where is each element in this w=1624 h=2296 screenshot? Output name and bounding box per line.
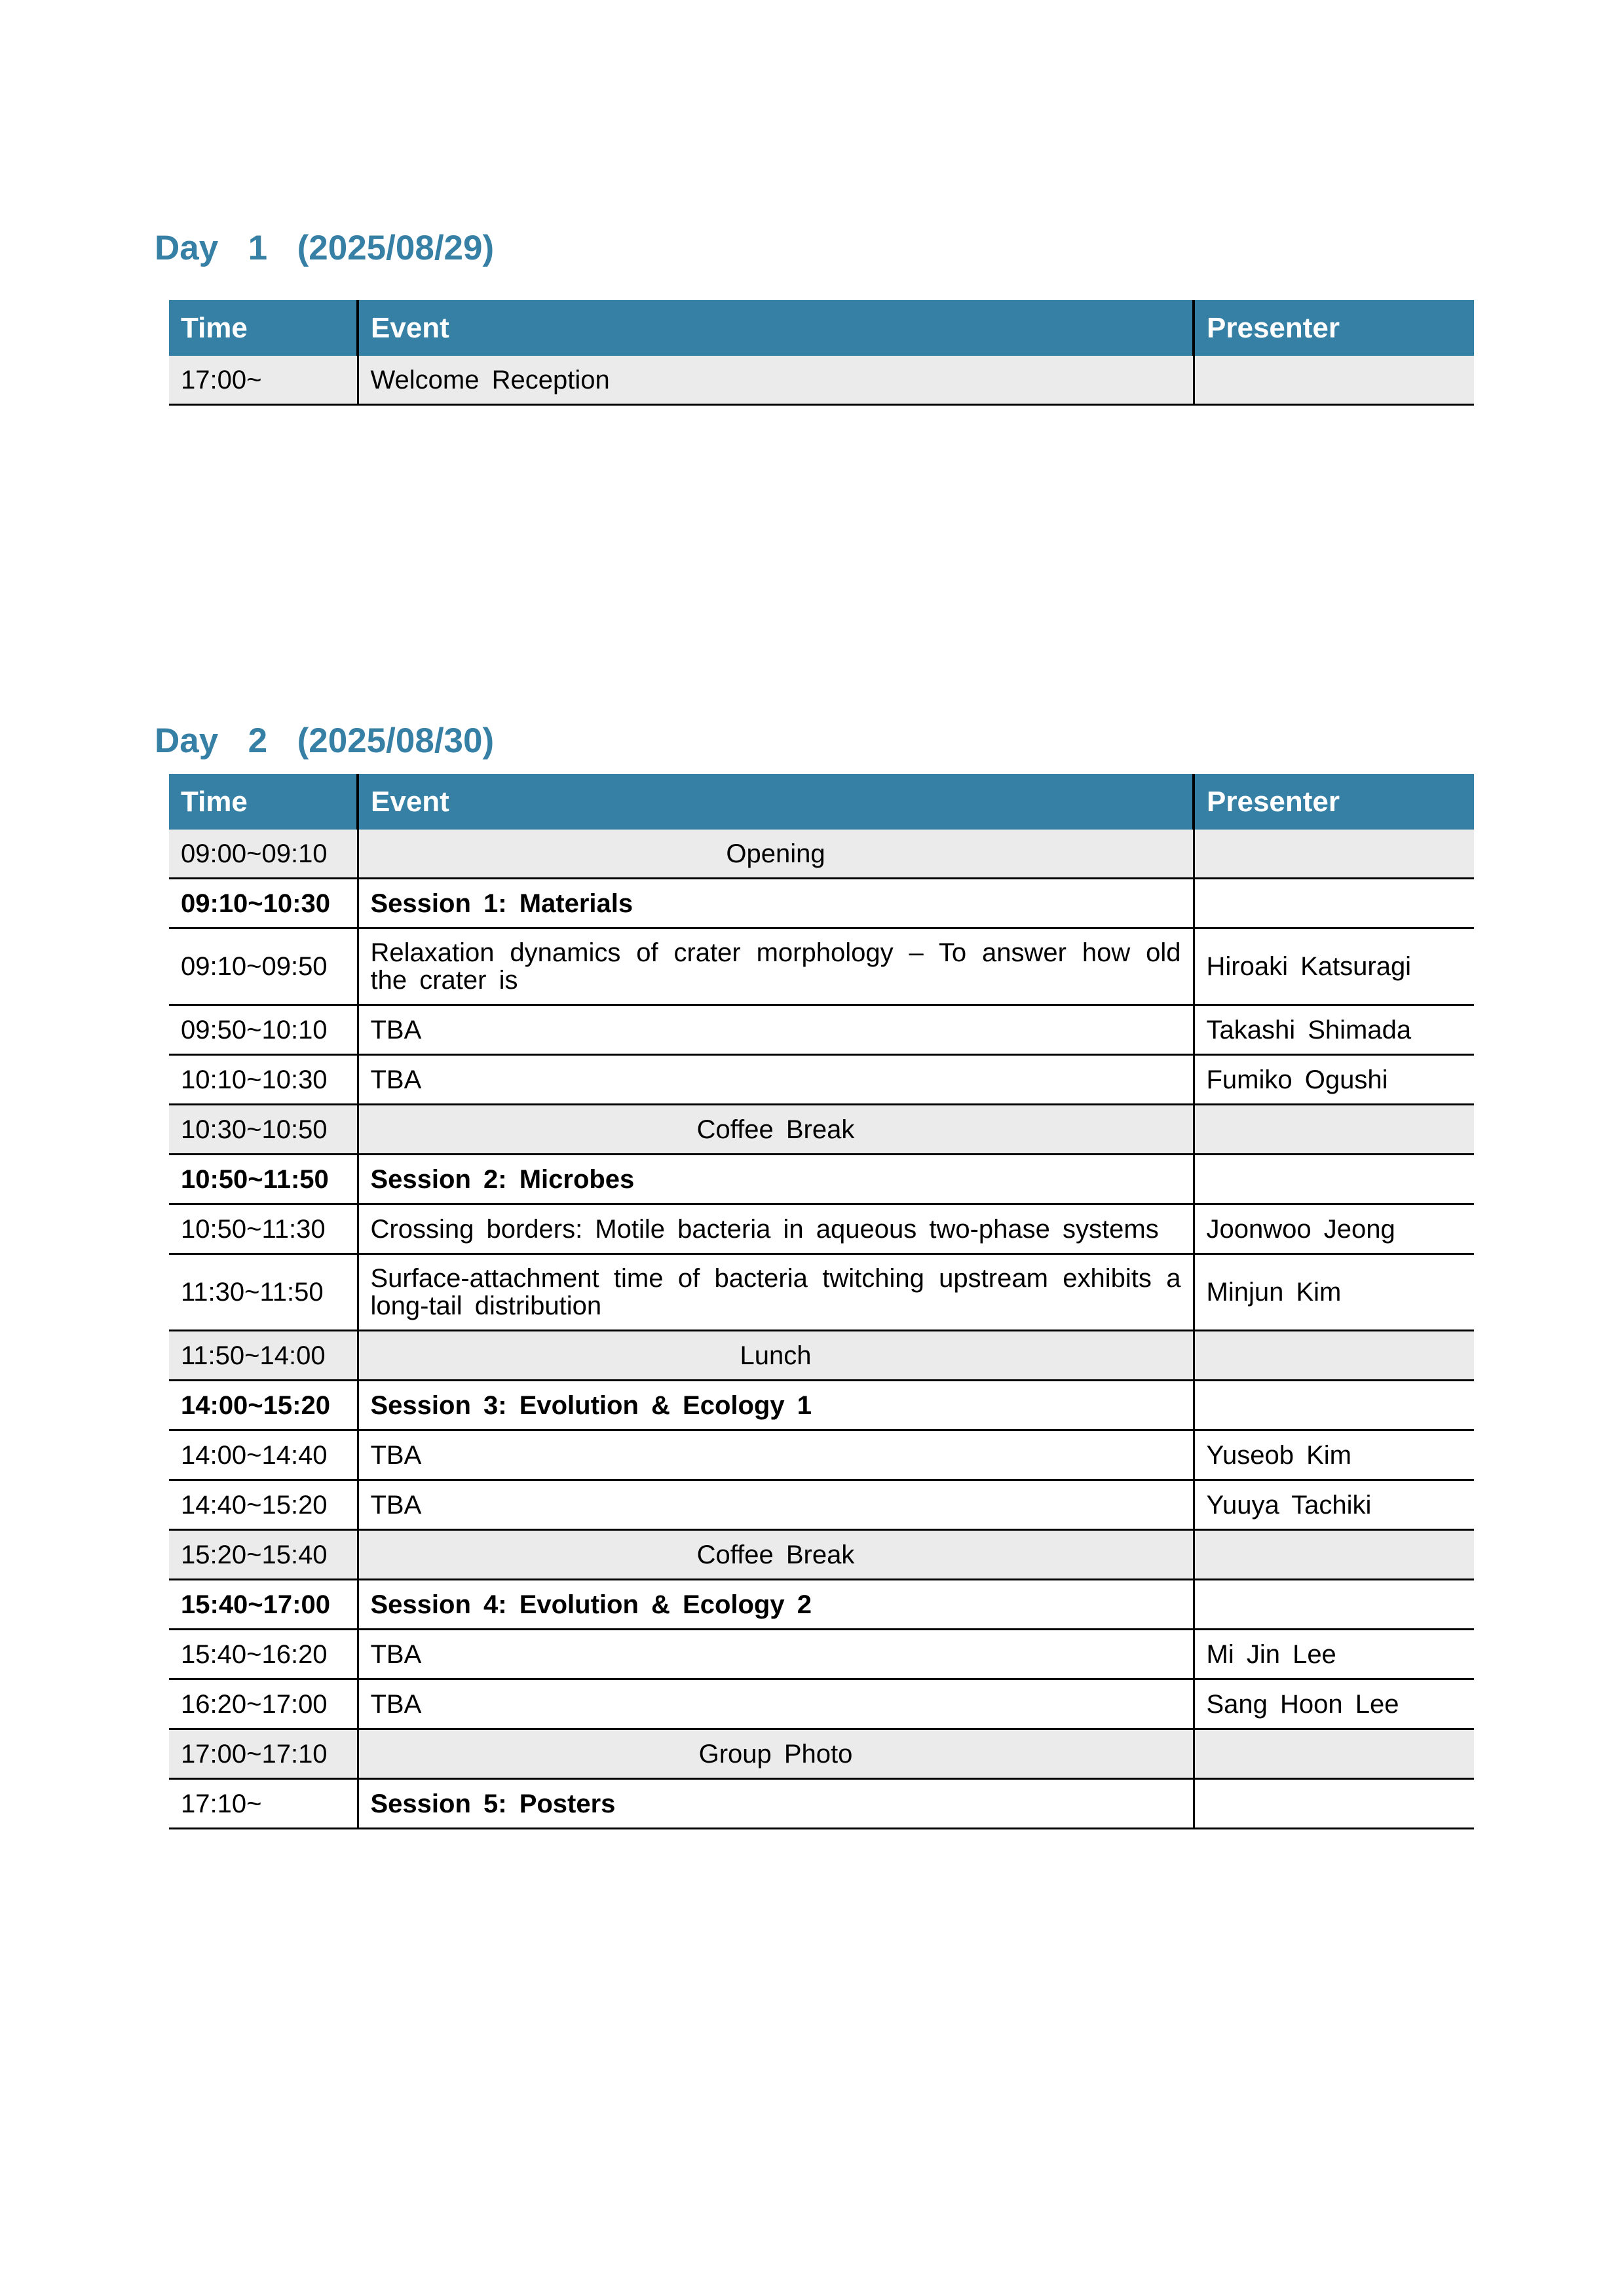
presenter-cell: Hiroaki Katsuragi: [1194, 928, 1474, 1005]
presenter-cell: [1194, 1331, 1474, 1381]
presenter-cell: [1194, 830, 1474, 879]
presenter-cell: [1194, 1580, 1474, 1630]
presenter-cell: [1194, 1105, 1474, 1155]
session-title-cell: Session 3: Evolution & Ecology 1: [358, 1381, 1194, 1430]
event-column-header: Event: [358, 300, 1194, 356]
day2-title: Day 2 (2025/08/30): [155, 721, 495, 760]
time-column-header: Time: [169, 774, 358, 830]
time-cell: 10:50~11:50: [169, 1155, 358, 1204]
time-cell: 09:10~10:30: [169, 879, 358, 928]
time-cell: 15:40~17:00: [169, 1580, 358, 1630]
session-row: [169, 879, 1474, 928]
time-cell: 10:10~10:30: [169, 1055, 358, 1105]
day1-title: Day 1 (2025/08/29): [155, 229, 495, 267]
event-cell: TBA: [358, 1679, 1194, 1729]
table-row: [169, 1530, 1474, 1580]
time-cell: 09:10~09:50: [169, 928, 358, 1005]
table-row: [169, 1679, 1474, 1729]
table-row: [169, 1630, 1474, 1679]
time-cell: 11:50~14:00: [169, 1331, 358, 1381]
presenter-cell: Joonwoo Jeong: [1194, 1204, 1474, 1254]
session-row: [169, 1381, 1474, 1430]
time-cell: 11:30~11:50: [169, 1254, 358, 1331]
event-cell: Group Photo: [358, 1729, 1194, 1779]
table-row: [169, 1005, 1474, 1055]
event-cell: TBA: [358, 1005, 1194, 1055]
time-cell: 09:00~09:10: [169, 830, 358, 879]
event-cell: Opening: [358, 830, 1194, 879]
event-cell: Welcome Reception: [358, 356, 1194, 405]
presenter-cell: [1194, 879, 1474, 928]
table-header-row: [169, 774, 1474, 830]
presenter-cell: [1194, 1729, 1474, 1779]
session-title-cell: Session 1: Materials: [358, 879, 1194, 928]
table-row: [169, 1331, 1474, 1381]
presenter-cell: [1194, 1779, 1474, 1829]
session-row: [169, 1580, 1474, 1630]
session-title-cell: Session 5: Posters: [358, 1779, 1194, 1829]
session-row: [169, 1779, 1474, 1829]
presenter-cell: Fumiko Ogushi: [1194, 1055, 1474, 1105]
event-cell: TBA: [358, 1430, 1194, 1480]
presenter-cell: Yuuya Tachiki: [1194, 1480, 1474, 1530]
time-cell: 17:00~: [169, 356, 358, 405]
table-header-row: [169, 300, 1474, 356]
table-row: [169, 1204, 1474, 1254]
table-row: [169, 830, 1474, 879]
event-cell: Relaxation dynamics of crater morphology – To answer how old the crater is: [358, 928, 1194, 1005]
table-row: [169, 356, 1474, 405]
time-cell: 16:20~17:00: [169, 1679, 358, 1729]
event-cell: Surface-attachment time of bacteria twitching upstream exhibits a long-tail distribution: [358, 1254, 1194, 1331]
time-cell: 14:40~15:20: [169, 1480, 358, 1530]
time-cell: 17:00~17:10: [169, 1729, 358, 1779]
event-cell: Coffee Break: [358, 1530, 1194, 1580]
presenter-cell: [1194, 1155, 1474, 1204]
event-cell: TBA: [358, 1480, 1194, 1530]
presenter-cell: Takashi Shimada: [1194, 1005, 1474, 1055]
time-cell: 17:10~: [169, 1779, 358, 1829]
table-row: [169, 1055, 1474, 1105]
event-cell: Lunch: [358, 1331, 1194, 1381]
time-cell: 15:20~15:40: [169, 1530, 358, 1580]
time-cell: 10:30~10:50: [169, 1105, 358, 1155]
time-column-header: Time: [169, 300, 358, 356]
table-row: [169, 1729, 1474, 1779]
table-row: [169, 1430, 1474, 1480]
table-row: [169, 928, 1474, 1005]
event-cell: Coffee Break: [358, 1105, 1194, 1155]
time-cell: 15:40~16:20: [169, 1630, 358, 1679]
event-cell: TBA: [358, 1630, 1194, 1679]
event-cell: TBA: [358, 1055, 1194, 1105]
time-cell: 09:50~10:10: [169, 1005, 358, 1055]
table-row: [169, 1254, 1474, 1331]
table-row: [169, 1105, 1474, 1155]
session-row: [169, 1155, 1474, 1204]
presenter-cell: [1194, 356, 1474, 405]
presenter-cell: Sang Hoon Lee: [1194, 1679, 1474, 1729]
day1-schedule-table: [169, 300, 1474, 406]
event-column-header: Event: [358, 774, 1194, 830]
table-row: [169, 1480, 1474, 1530]
day2-schedule-table: [169, 774, 1474, 1829]
time-cell: 14:00~14:40: [169, 1430, 358, 1480]
presenter-cell: Minjun Kim: [1194, 1254, 1474, 1331]
presenter-cell: Mi Jin Lee: [1194, 1630, 1474, 1679]
time-cell: 14:00~15:20: [169, 1381, 358, 1430]
session-title-cell: Session 2: Microbes: [358, 1155, 1194, 1204]
presenter-cell: [1194, 1381, 1474, 1430]
presenter-column-header: Presenter: [1194, 774, 1474, 830]
presenter-cell: [1194, 1530, 1474, 1580]
presenter-cell: Yuseob Kim: [1194, 1430, 1474, 1480]
event-cell: Crossing borders: Motile bacteria in aqueous two-phase systems: [358, 1204, 1194, 1254]
session-title-cell: Session 4: Evolution & Ecology 2: [358, 1580, 1194, 1630]
time-cell: 10:50~11:30: [169, 1204, 358, 1254]
presenter-column-header: Presenter: [1194, 300, 1474, 356]
